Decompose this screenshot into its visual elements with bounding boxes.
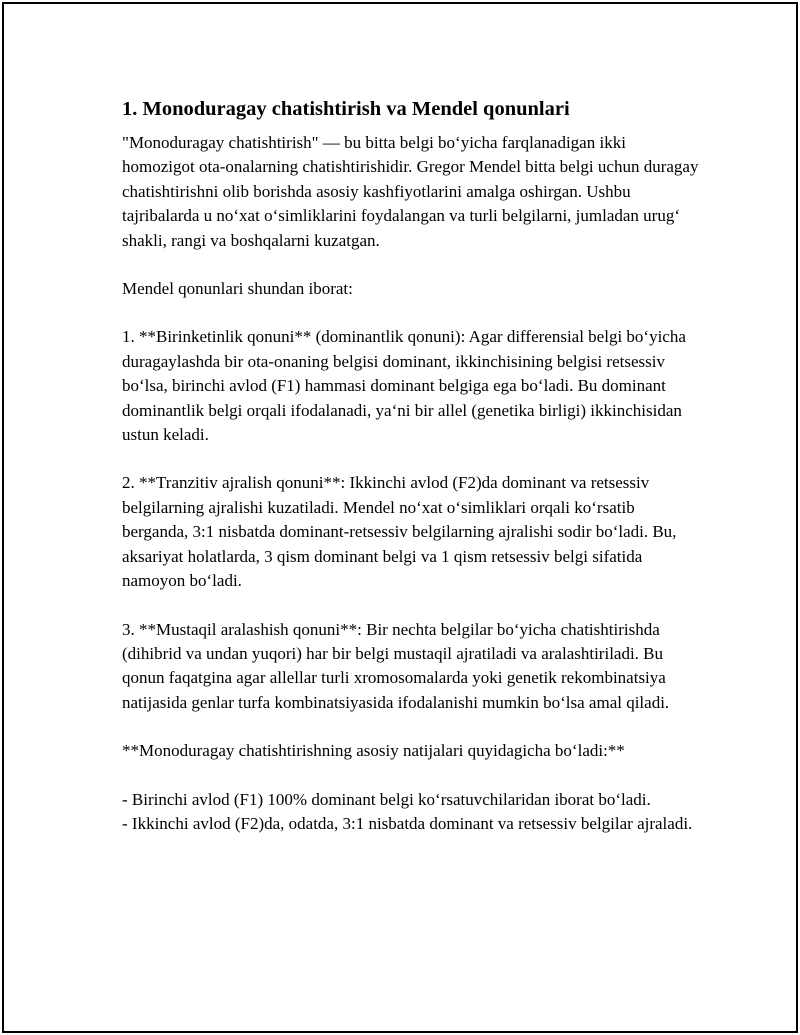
page-frame — [2, 2, 798, 1033]
law-2-paragraph: 2. **Tranzitiv ajralish qonuni**: Ikkinchi avlod (F2)da dominant va retsessiv belgilarning ajralishi kuzatiladi. Mendel no‘xat o‘simliklari orqali ko‘rsatib berganda, 3:1 nisbatda dominant-retsessiv belgilarning ajralishi sodir bo‘ladi. Bu, aksariyat holatlarda, 3 qism dominant belgi va 1 qism retsessiv belgi sifatida namoyon bo‘ladi. — [122, 473, 677, 591]
laws-intro-paragraph: Mendel qonunlari shundan iborat: — [122, 279, 353, 299]
law-1-paragraph: 1. **Birinketinlik qonuni** (dominantlik qonuni): Agar differensial belgi bo‘yicha duragaylashda bir ota-onaning belgisi dominant, ikkinchisining belgisi retsessiv bo‘lsa, birinchi avlod (F1) hammasi dominant belgiga ega bo‘ladi. Bu dominant dominantlik belgi orqali ifodalanadi, ya‘ni bir allel (genetika birligi) ikkinchisidan ustun keladi. — [122, 327, 686, 445]
result-item-1: - Birinchi avlod (F1) 100% dominant belgi ko‘rsatuvchilaridan iborat bo‘ladi. — [122, 789, 651, 809]
result-item-2: - Ikkinchi avlod (F2)da, odatda, 3:1 nisbatda dominant va retsessiv belgilar ajraladi. — [122, 813, 693, 833]
intro-paragraph: "Monoduragay chatishtirish" — bu bitta belgi bo‘yicha farqlanadigan ikki homozigot ota-onalarning chatishtirishidir. Gregor Mendel bitta belgi uchun duragay chatishtirishni olib borishda asosiy kashfiyotlarini amalga oshirgan. Ushbu tajribalarda u no‘xat o‘simliklarini foydalangan va turli belgilarni, jumladan urug‘ shakli, rangi va boshqalarni kuzatgan. — [122, 133, 699, 250]
document-body — [122, 96, 702, 836]
document-title: 1. Monoduragay chatishtirish va Mendel qonunlari — [122, 98, 570, 120]
results-heading: **Monoduragay chatishtirishning asosiy natijalari quyidagicha bo‘ladi:** — [122, 741, 625, 761]
law-3-paragraph: 3. **Mustaqil aralashish qonuni**: Bir nechta belgilar bo‘yicha chatishtirishda (dihibrid va undan yuqori) har bir belgi mustaqil ajratiladi va aralashtiriladi. Bu qonun faqatgina agar allellar turli xromosomalarda yoki genetik rekombinatsiya natijasida genlar turfa kombinatsiyasida ifodalanishi mumkin bo‘lsa amal qiladi. — [122, 619, 670, 712]
